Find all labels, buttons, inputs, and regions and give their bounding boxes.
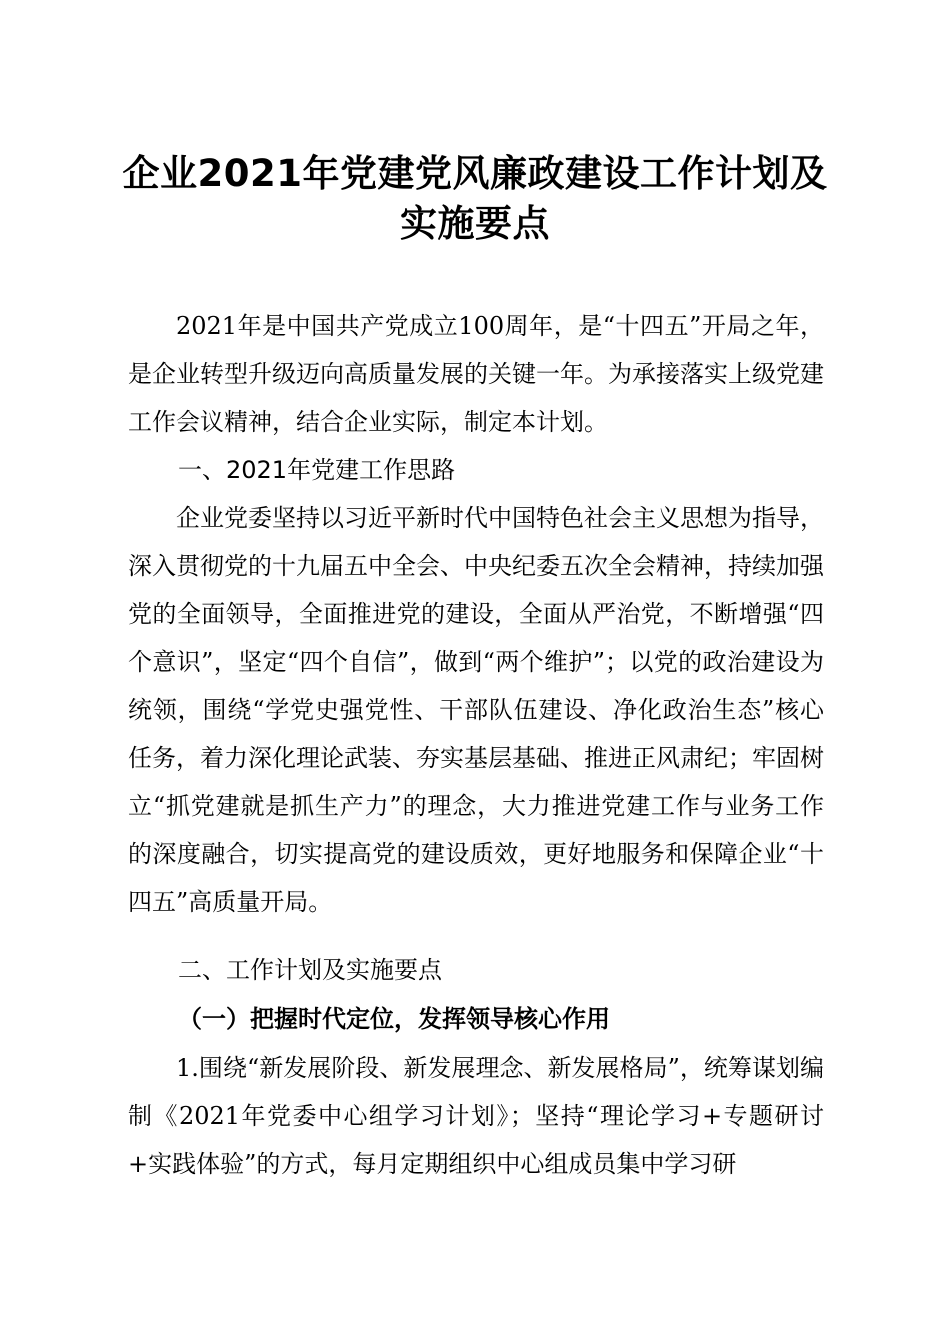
item-1-paragraph: 1.围绕“新发展阶段、新发展理念、新发展格局”，统筹谋划编制《2021年党委中心组学习计划》；坚持“理论学习+专题研讨+实践体验”的方式，每月定期组织中心组成员集中学习研 [128, 1054, 824, 1178]
subsection-heading-1: （一）把握时代定位，发挥领导核心作用 [178, 1004, 610, 1033]
document-title-line-1: 企业2021年党建党风廉政建设工作计划及 [122, 152, 828, 195]
section-heading-1: 一、2021年党建工作思路 [178, 456, 456, 484]
thinking-paragraph: 企业党委坚持以习近平新时代中国特色社会主义思想为指导，深入贯彻党的十九届五中全会、中央纪委五次全会精神，持续加强党的全面领导，全面推进党的建设，全面从严治党，不断增强“四个意识”，坚定“四个自信”，做到“两个维护”；以党的政治建设为统领，围绕“学党史强党性、干部队伍建设、净化政治生态”核心任务，着力深化理论武装、夯实基层基础、推进正风肃纪；牢固树立“抓党建就是抓生产力”的理念，大力推进党建工作与业务工作的深度融合，切实提高党的建设质效，更好地服务和保障企业“十四五”高质量开局。 [128, 504, 824, 916]
intro-paragraph-block [128, 302, 824, 446]
document-title-line-2: 实施要点 [400, 202, 550, 245]
thinking-paragraph-block [128, 494, 824, 926]
intro-paragraph: 2021年是中国共产党成立100周年，是“十四五”开局之年，是企业转型升级迈向高质量发展的关键一年。为承接落实上级党建工作会议精神，结合企业实际，制定本计划。 [128, 312, 824, 436]
item-1-paragraph-block [128, 1044, 824, 1188]
section-heading-2: 二、工作计划及实施要点 [178, 956, 442, 984]
